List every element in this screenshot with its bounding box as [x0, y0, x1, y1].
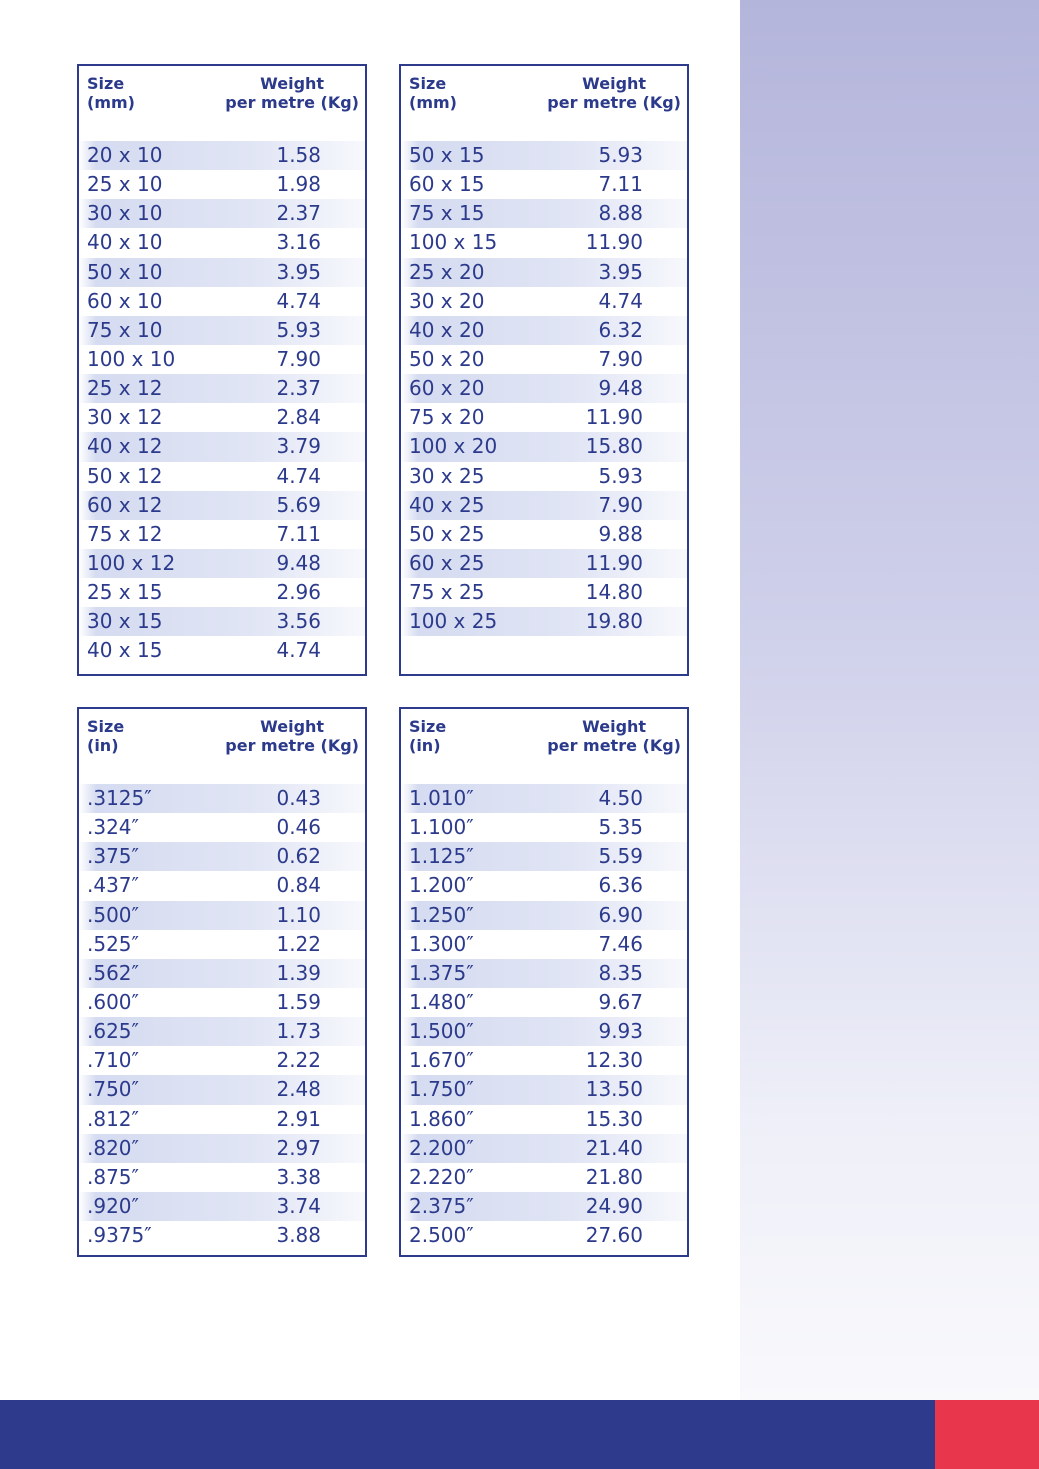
table-row: [401, 199, 687, 228]
table-row: [401, 959, 687, 988]
size-column-header: [409, 74, 457, 112]
size-cell: 30 x 20: [409, 288, 485, 313]
size-cell: .437″: [87, 873, 140, 898]
table-row: [79, 1017, 365, 1046]
weight-cell: 9.93: [598, 1019, 643, 1044]
size-cell: 100 x 12: [87, 550, 176, 575]
weight-cell: 0.46: [276, 815, 321, 840]
weight-cell: 7.90: [276, 346, 321, 371]
table-row: [401, 1163, 687, 1192]
size-cell: 50 x 25: [409, 521, 485, 546]
size-cell: 50 x 20: [409, 346, 485, 371]
size-unit-label: (mm): [409, 93, 457, 112]
weight-cell: 7.46: [598, 931, 643, 956]
table-row: [79, 813, 365, 842]
table-row: [401, 578, 687, 607]
size-column-header: [87, 74, 135, 112]
size-cell: 75 x 10: [87, 317, 163, 342]
weight-cell: 8.35: [598, 960, 643, 985]
table-rows: [79, 141, 365, 666]
size-cell: 1.750″: [409, 1077, 474, 1102]
weight-cell: 5.59: [598, 844, 643, 869]
table-row: [401, 316, 687, 345]
size-cell: 60 x 15: [409, 172, 485, 197]
table-header: [401, 709, 687, 789]
table-row: [79, 636, 365, 665]
weight-header-label: Weight: [260, 717, 325, 736]
weight-header-label: Weight: [260, 74, 325, 93]
weight-cell: 6.90: [598, 902, 643, 927]
weight-cell: 2.48: [276, 1077, 321, 1102]
size-header-label: Size: [409, 717, 447, 736]
size-cell: .500″: [87, 902, 140, 927]
table-row: [401, 228, 687, 257]
weight-cell: 11.90: [585, 550, 643, 575]
weight-cell: 2.91: [276, 1106, 321, 1131]
size-cell: 25 x 15: [87, 580, 163, 605]
weight-cell: 3.88: [276, 1223, 321, 1248]
table-row: [79, 1163, 365, 1192]
size-column-header: [87, 717, 124, 755]
weight-cell: 7.11: [598, 172, 643, 197]
weight-cell: 19.80: [585, 609, 643, 634]
table-row: [401, 141, 687, 170]
table-row: [401, 1221, 687, 1250]
weight-cell: 3.74: [276, 1193, 321, 1218]
size-cell: .820″: [87, 1135, 140, 1160]
weight-cell: 2.84: [276, 405, 321, 430]
size-cell: 1.125″: [409, 844, 474, 869]
table-row: [79, 842, 365, 871]
weight-table-in-1: [77, 707, 367, 1257]
size-cell: .812″: [87, 1106, 140, 1131]
weight-table-in-2: [399, 707, 689, 1257]
table-row: [401, 1075, 687, 1104]
table-rows: [401, 784, 687, 1250]
table-row: [79, 1134, 365, 1163]
table-header: [79, 66, 365, 146]
size-cell: 1.670″: [409, 1048, 474, 1073]
table-row: [79, 988, 365, 1017]
table-row: [401, 1105, 687, 1134]
size-cell: 75 x 20: [409, 405, 485, 430]
table-rows: [79, 784, 365, 1250]
table-row: [401, 170, 687, 199]
table-row: [79, 258, 365, 287]
size-cell: .3125″: [87, 786, 152, 810]
table-row: [79, 901, 365, 930]
size-unit-label: (in): [87, 736, 119, 755]
weight-cell: 14.80: [585, 580, 643, 605]
table-row: [79, 199, 365, 228]
table-row: [79, 462, 365, 491]
table-row: [401, 930, 687, 959]
weight-cell: 15.80: [585, 434, 643, 459]
table-row: [79, 578, 365, 607]
table-row: [79, 549, 365, 578]
table-row: [79, 784, 365, 813]
weight-cell: 6.32: [598, 317, 643, 342]
weight-column-header: [225, 717, 359, 755]
size-cell: 2.200″: [409, 1135, 474, 1160]
table-row: [401, 1192, 687, 1221]
size-cell: 30 x 15: [87, 609, 163, 634]
weight-cell: 21.80: [585, 1164, 643, 1189]
table-row: [79, 1105, 365, 1134]
weight-cell: 3.56: [276, 609, 321, 634]
weight-cell: 12.30: [585, 1048, 643, 1073]
size-unit-label: (mm): [87, 93, 135, 112]
size-cell: 1.010″: [409, 786, 474, 810]
size-unit-label: (in): [409, 736, 441, 755]
weight-table-mm-2: [399, 64, 689, 676]
table-row: [79, 1075, 365, 1104]
weight-cell: 3.95: [276, 259, 321, 284]
table-row: [79, 432, 365, 461]
table-row: [401, 871, 687, 900]
table-row: [401, 287, 687, 316]
size-cell: 20 x 10: [87, 143, 163, 167]
weight-cell: 4.74: [276, 288, 321, 313]
weight-cell: 2.22: [276, 1048, 321, 1073]
table-row: [401, 462, 687, 491]
table-row: [79, 170, 365, 199]
table-row: [401, 1134, 687, 1163]
size-cell: 2.375″: [409, 1193, 474, 1218]
size-cell: 60 x 12: [87, 492, 163, 517]
size-cell: 100 x 15: [409, 230, 498, 255]
table-row: [79, 374, 365, 403]
size-cell: .920″: [87, 1193, 140, 1218]
table-row: [79, 959, 365, 988]
weight-cell: 3.79: [276, 434, 321, 459]
weight-cell: 1.22: [276, 931, 321, 956]
table-row: [401, 813, 687, 842]
weight-cell: 0.62: [276, 844, 321, 869]
table-row: [79, 1192, 365, 1221]
table-header: [401, 66, 687, 146]
size-cell: 25 x 20: [409, 259, 485, 284]
weight-cell: 24.90: [585, 1193, 643, 1218]
weight-cell: 3.95: [598, 259, 643, 284]
size-cell: 1.250″: [409, 902, 474, 927]
weight-cell: 4.74: [276, 463, 321, 488]
weight-unit-label: per metre (Kg): [547, 736, 681, 755]
weight-cell: 2.37: [276, 201, 321, 226]
size-column-header: [409, 717, 446, 755]
size-cell: 2.220″: [409, 1164, 474, 1189]
table-row: [79, 930, 365, 959]
weight-cell: 1.10: [276, 902, 321, 927]
table-row: [401, 549, 687, 578]
size-header-label: Size: [87, 74, 125, 93]
table-row: [79, 871, 365, 900]
size-cell: .525″: [87, 931, 140, 956]
size-cell: 25 x 10: [87, 172, 163, 197]
size-cell: .600″: [87, 989, 140, 1014]
weight-cell: 3.16: [276, 230, 321, 255]
weight-cell: 21.40: [585, 1135, 643, 1160]
table-row: [79, 287, 365, 316]
weight-column-header: [547, 717, 681, 755]
weight-cell: 4.50: [598, 786, 643, 810]
weight-cell: 7.90: [598, 346, 643, 371]
table-row: [79, 228, 365, 257]
weight-cell: 1.39: [276, 960, 321, 985]
weight-cell: 27.60: [585, 1223, 643, 1248]
table-row: [401, 345, 687, 374]
weight-cell: 5.69: [276, 492, 321, 517]
size-cell: 2.500″: [409, 1223, 474, 1248]
weight-cell: 6.36: [598, 873, 643, 898]
footer-accent-block: [935, 1400, 1039, 1469]
size-cell: 100 x 10: [87, 346, 176, 371]
side-panel-gradient: [740, 0, 1039, 1400]
size-cell: .875″: [87, 1164, 140, 1189]
size-cell: 100 x 20: [409, 434, 498, 459]
table-row: [79, 1046, 365, 1075]
size-cell: 40 x 12: [87, 434, 163, 459]
footer-bar: [0, 1400, 935, 1469]
size-cell: 60 x 10: [87, 288, 163, 313]
size-cell: .9375″: [87, 1223, 152, 1248]
size-cell: 60 x 20: [409, 376, 485, 401]
size-cell: 100 x 25: [409, 609, 498, 634]
weight-cell: 7.11: [276, 521, 321, 546]
size-cell: 75 x 25: [409, 580, 485, 605]
size-cell: .625″: [87, 1019, 140, 1044]
weight-cell: 1.73: [276, 1019, 321, 1044]
table-row: [79, 491, 365, 520]
table-row: [401, 374, 687, 403]
size-cell: 30 x 10: [87, 201, 163, 226]
weight-cell: 2.96: [276, 580, 321, 605]
weight-column-header: [225, 74, 359, 112]
table-row: [401, 491, 687, 520]
size-cell: 1.100″: [409, 815, 474, 840]
weight-unit-label: per metre (Kg): [225, 93, 359, 112]
size-header-label: Size: [87, 717, 125, 736]
size-cell: .750″: [87, 1077, 140, 1102]
size-cell: 40 x 10: [87, 230, 163, 255]
weight-cell: 4.74: [598, 288, 643, 313]
table-row: [401, 842, 687, 871]
table-row: [79, 141, 365, 170]
size-cell: 1.480″: [409, 989, 474, 1014]
table-header: [79, 709, 365, 789]
size-cell: 25 x 12: [87, 376, 163, 401]
table-row: [401, 901, 687, 930]
weight-cell: 5.93: [598, 143, 643, 167]
size-cell: 40 x 25: [409, 492, 485, 517]
table-row: [79, 345, 365, 374]
size-cell: .375″: [87, 844, 140, 869]
weight-cell: 1.58: [276, 143, 321, 167]
weight-cell: 5.93: [276, 317, 321, 342]
table-row: [79, 520, 365, 549]
weight-cell: 2.37: [276, 376, 321, 401]
table-rows: [401, 141, 687, 636]
size-header-label: Size: [409, 74, 447, 93]
table-row: [401, 988, 687, 1017]
size-cell: 1.375″: [409, 960, 474, 985]
weight-cell: 11.90: [585, 405, 643, 430]
size-cell: .710″: [87, 1048, 140, 1073]
size-cell: 75 x 12: [87, 521, 163, 546]
table-row: [79, 1221, 365, 1250]
table-row: [401, 1046, 687, 1075]
weight-cell: 5.93: [598, 463, 643, 488]
weight-cell: 9.48: [598, 376, 643, 401]
size-cell: 60 x 25: [409, 550, 485, 575]
table-row: [79, 316, 365, 345]
size-cell: 40 x 15: [87, 638, 163, 663]
weight-unit-label: per metre (Kg): [225, 736, 359, 755]
weight-cell: 9.67: [598, 989, 643, 1014]
weight-cell: 5.35: [598, 815, 643, 840]
size-cell: 50 x 12: [87, 463, 163, 488]
weight-cell: 1.98: [276, 172, 321, 197]
weight-column-header: [547, 74, 681, 112]
table-row: [401, 520, 687, 549]
weight-header-label: Weight: [582, 717, 647, 736]
weight-cell: 9.88: [598, 521, 643, 546]
weight-table-mm-1: [77, 64, 367, 676]
size-cell: .562″: [87, 960, 140, 985]
table-row: [79, 403, 365, 432]
size-cell: 50 x 15: [409, 143, 485, 167]
weight-cell: 4.74: [276, 638, 321, 663]
table-row: [79, 607, 365, 636]
table-row: [401, 432, 687, 461]
size-cell: .324″: [87, 815, 140, 840]
size-cell: 1.500″: [409, 1019, 474, 1044]
table-row: [401, 784, 687, 813]
size-cell: 1.200″: [409, 873, 474, 898]
table-row: [401, 403, 687, 432]
weight-cell: 3.38: [276, 1164, 321, 1189]
weight-cell: 2.97: [276, 1135, 321, 1160]
size-cell: 1.300″: [409, 931, 474, 956]
weight-cell: 0.84: [276, 873, 321, 898]
size-cell: 30 x 12: [87, 405, 163, 430]
table-row: [401, 258, 687, 287]
weight-cell: 13.50: [585, 1077, 643, 1102]
weight-cell: 1.59: [276, 989, 321, 1014]
weight-cell: 15.30: [585, 1106, 643, 1131]
weight-cell: 7.90: [598, 492, 643, 517]
table-row: [401, 607, 687, 636]
weight-cell: 8.88: [598, 201, 643, 226]
size-cell: 40 x 20: [409, 317, 485, 342]
weight-cell: 9.48: [276, 550, 321, 575]
weight-unit-label: per metre (Kg): [547, 93, 681, 112]
weight-cell: 0.43: [276, 786, 321, 810]
size-cell: 1.860″: [409, 1106, 474, 1131]
weight-header-label: Weight: [582, 74, 647, 93]
size-cell: 50 x 10: [87, 259, 163, 284]
size-cell: 30 x 25: [409, 463, 485, 488]
size-cell: 75 x 15: [409, 201, 485, 226]
table-row: [401, 1017, 687, 1046]
weight-cell: 11.90: [585, 230, 643, 255]
